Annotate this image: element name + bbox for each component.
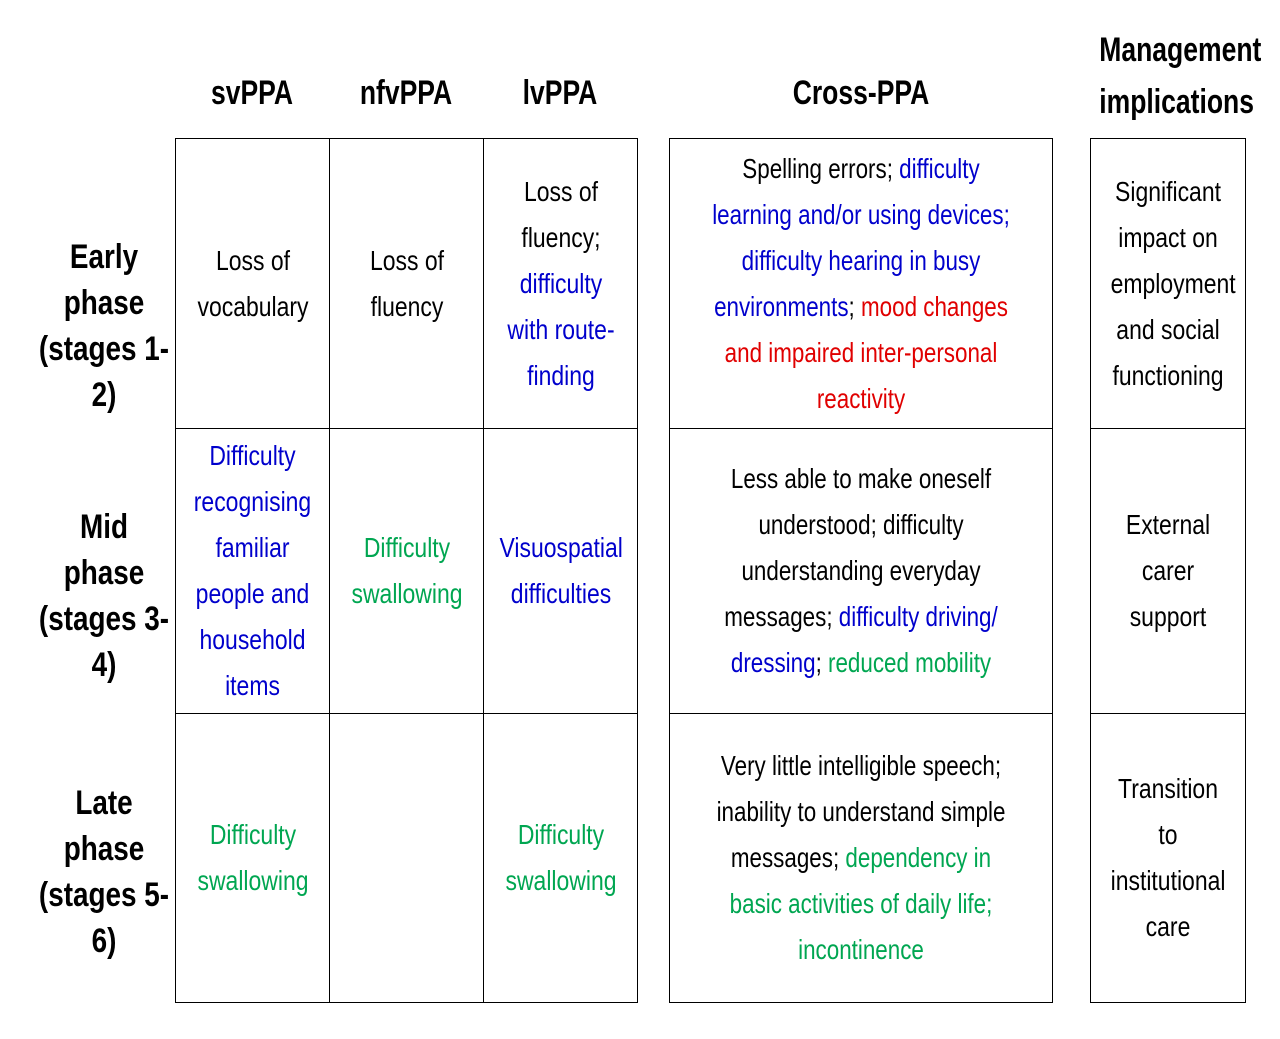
row-header-early-line1: Early phase <box>63 238 145 322</box>
row-header-early-line2: (stages 1-2) <box>38 330 170 414</box>
cell-text-segment: ; <box>815 647 829 678</box>
row-header-mid-line2: (stages 3-4) <box>38 600 170 684</box>
cell-text-segment: Loss of fluency; <box>520 175 601 253</box>
cell-text-segment: difficulty driving/ dressing <box>730 601 998 678</box>
cell-text-segment: Very little intelligible speech; inability to understand simple messages; <box>716 750 1006 873</box>
cell-mid-nfvppa <box>329 428 484 714</box>
cell-mid-cross-ppa <box>669 428 1053 714</box>
column-header-nfvppa: nfvPPA <box>359 74 453 112</box>
cell-text-segment: difficulty learning and/or using devices; difficulty hearing in busy environments <box>712 152 1010 322</box>
cell-late-lvppa <box>483 713 638 1003</box>
cell-early-svppa <box>175 138 330 429</box>
row-header-late-line1: Late phase <box>63 784 145 868</box>
cell-late-nfvppa <box>329 713 484 1003</box>
cell-text-segment: Difficulty swallowing <box>504 819 617 896</box>
cell-text-segment: reduced mobility <box>828 647 992 678</box>
column-header-management-line2: implications <box>1099 83 1254 121</box>
cell-early-lvppa <box>483 138 638 429</box>
cell-text-segment: Spelling errors; <box>742 152 900 184</box>
column-header-cross-ppa: Cross-PPA <box>792 74 930 112</box>
cell-text-segment: dependency in basic activities of daily life; incontinence <box>729 842 993 965</box>
cell-late-cross-ppa <box>669 713 1053 1003</box>
cell-late-management <box>1090 713 1246 1003</box>
row-header-mid-line1: Mid phase <box>63 508 145 592</box>
cell-text-segment: External carer support <box>1125 509 1211 632</box>
cell-text-segment: Less able to make oneself understood; difficulty understanding everyday messages; <box>724 463 992 632</box>
cell-text-segment: Difficulty swallowing <box>350 532 463 609</box>
cell-text-segment: ; <box>848 290 861 322</box>
cell-late-svppa <box>175 713 330 1003</box>
cell-text-segment: Significant impact on employment and social functioning <box>1110 175 1236 391</box>
cell-early-management <box>1090 138 1246 429</box>
cell-text-segment: mood changes and impaired inter-personal reactivity <box>724 290 1008 414</box>
row-header-early <box>38 234 169 418</box>
row-header-late-line2: (stages 5-6) <box>38 876 170 960</box>
cell-text-segment: Transition to institutional care <box>1110 773 1226 942</box>
cell-text-segment: Loss of fluency <box>369 244 444 322</box>
column-header-management <box>1099 24 1262 128</box>
row-header-late <box>38 780 169 964</box>
row-header-mid <box>38 504 169 688</box>
cell-mid-management <box>1090 428 1246 714</box>
cell-text-segment: Difficulty swallowing <box>196 819 309 896</box>
column-header-management-line1: Management <box>1099 31 1262 69</box>
column-header-lvppa: lvPPA <box>522 74 598 112</box>
cell-early-cross-ppa <box>669 138 1053 429</box>
cell-text-segment: Visuospatial difficulties <box>499 532 623 609</box>
cell-text-segment: Loss of vocabulary <box>196 244 309 322</box>
cell-mid-svppa <box>175 428 330 714</box>
cell-text-segment: difficulty with route-finding <box>506 267 615 391</box>
cell-text-segment: Difficulty recognising familiar people and household items <box>193 440 312 701</box>
column-header-svppa: svPPA <box>210 74 294 112</box>
cell-mid-lvppa <box>483 428 638 714</box>
cell-early-nfvppa <box>329 138 484 429</box>
